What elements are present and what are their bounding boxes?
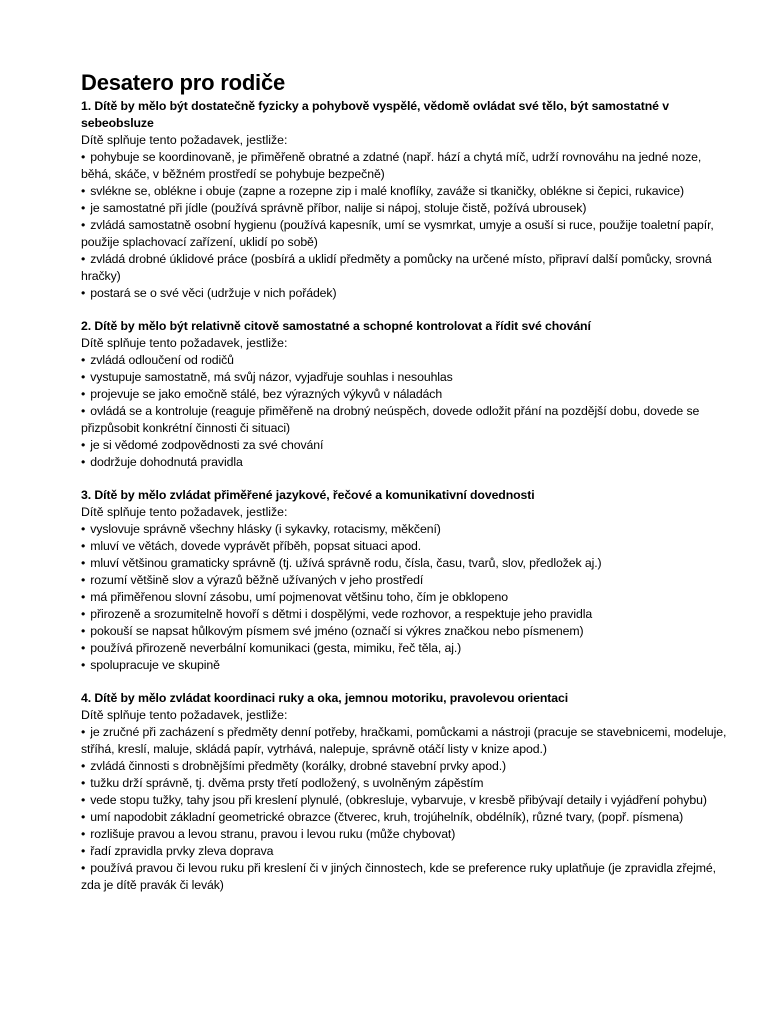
bullet-icon: • bbox=[81, 370, 86, 384]
list-item bbox=[81, 572, 730, 589]
bullet-icon: • bbox=[81, 201, 86, 215]
list-item-text: pokouší se napsat hůlkovým písmem své jméno (označí si výkres značkou nebo písmenem) bbox=[90, 624, 584, 638]
bullet-icon: • bbox=[81, 573, 86, 587]
list-item bbox=[81, 386, 730, 403]
list-item-text: používá pravou či levou ruku při kreslení či v jiných činnostech, kde se preference ruky uplatňuje (je zpravidla zřejmé, zda je dítě pravák či levák) bbox=[81, 861, 716, 892]
list-item-text: mluví ve větách, dovede vyprávět příběh, popsat situaci apod. bbox=[90, 539, 422, 553]
list-item-text: je zručné při zacházení s předměty denní potřeby, hračkami, pomůckami a nástroji (pracuje se stavebnicemi, modeluje, stříhá, kreslí, maluje, skládá papír, vytrhává, nalepuje, správně otáčí listy v knize apod.) bbox=[81, 725, 727, 756]
bullet-icon: • bbox=[81, 438, 86, 452]
bullet-icon: • bbox=[81, 252, 86, 266]
list-item bbox=[81, 403, 730, 437]
bullet-icon: • bbox=[81, 658, 86, 672]
list-item-text: má přiměřenou slovní zásobu, umí pojmenovat většinu toho, čím je obklopeno bbox=[90, 590, 508, 604]
list-item bbox=[81, 251, 730, 285]
list-item-text: je samostatné při jídle (používá správně příbor, nalije si nápoj, stoluje čistě, požívá ubrousek) bbox=[90, 201, 587, 215]
list-item bbox=[81, 657, 730, 674]
bullet-icon: • bbox=[81, 827, 86, 841]
list-item bbox=[81, 792, 730, 809]
list-item bbox=[81, 843, 730, 860]
bullet-icon: • bbox=[81, 387, 86, 401]
list-item bbox=[81, 217, 730, 251]
bullet-icon: • bbox=[81, 522, 86, 536]
list-item-text: ovládá se a kontroluje (reaguje přiměřeně na drobný neúspěch, dovede odložit přání na pozdější dobu, dovede se přizpůsobit konkrétní činnosti či situaci) bbox=[81, 404, 700, 435]
requirement-list bbox=[81, 352, 730, 471]
list-item-text: řadí zpravidla prvky zleva doprava bbox=[90, 844, 274, 858]
list-item-text: je si vědomé zodpovědnosti za své chování bbox=[90, 438, 324, 452]
bullet-icon: • bbox=[81, 404, 86, 418]
bullet-icon: • bbox=[81, 539, 86, 553]
list-item bbox=[81, 623, 730, 640]
list-item bbox=[81, 521, 730, 538]
document-title: Desatero pro rodiče bbox=[81, 70, 286, 95]
bullet-icon: • bbox=[81, 556, 86, 570]
list-item-text: používá přirozeně neverbální komunikaci (gesta, mimiku, řeč těla, aj.) bbox=[90, 641, 462, 655]
section-intro: Dítě splňuje tento požadavek, jestliže: bbox=[81, 133, 288, 147]
list-item bbox=[81, 758, 730, 775]
list-item bbox=[81, 826, 730, 843]
bullet-icon: • bbox=[81, 641, 86, 655]
section-2 bbox=[81, 318, 730, 471]
section-heading: 1. Dítě by mělo být dostatečně fyzicky a pohybově vyspělé, vědomě ovládat své tělo, být samostatné v sebeobsluze bbox=[81, 99, 669, 130]
bullet-icon: • bbox=[81, 353, 86, 367]
list-item bbox=[81, 555, 730, 572]
section-3 bbox=[81, 487, 730, 674]
bullet-icon: • bbox=[81, 776, 86, 790]
list-item-text: rozlišuje pravou a levou stranu, pravou i levou ruku (může chybovat) bbox=[90, 827, 456, 841]
bullet-icon: • bbox=[81, 861, 86, 875]
list-item-text: umí napodobit základní geometrické obrazce (čtverec, kruh, trojúhelník, obdélník), různé tvary, (popř. písmena) bbox=[90, 810, 684, 824]
list-item bbox=[81, 809, 730, 826]
bullet-icon: • bbox=[81, 810, 86, 824]
section-1 bbox=[81, 98, 730, 302]
list-item-text: pohybuje se koordinovaně, je přiměřeně obratné a zdatné (např. hází a chytá míč, udrží rovnováhu na jedné noze, běhá, skáče, v běžném prostředí se pohybuje bezpečně) bbox=[81, 150, 702, 181]
section-intro: Dítě splňuje tento požadavek, jestliže: bbox=[81, 505, 288, 519]
list-item bbox=[81, 454, 730, 471]
list-item-text: vyslovuje správně všechny hlásky (i sykavky, rotacismy, měkčení) bbox=[90, 522, 441, 536]
list-item-text: rozumí většině slov a výrazů běžně užívaných v jeho prostředí bbox=[90, 573, 424, 587]
section-4 bbox=[81, 690, 730, 894]
list-item-text: přirozeně a srozumitelně hovoří s dětmi i dospělými, vede rozhovor, a respektuje jeho pravidla bbox=[90, 607, 593, 621]
list-item bbox=[81, 724, 730, 758]
list-item-text: spolupracuje ve skupině bbox=[90, 658, 220, 672]
section-intro: Dítě splňuje tento požadavek, jestliže: bbox=[81, 336, 288, 350]
list-item bbox=[81, 369, 730, 386]
bullet-icon: • bbox=[81, 793, 86, 807]
list-item-text: vede stopu tužky, tahy jsou při kreslení plynulé, (obkresluje, vybarvuje, v kresbě přibývají detaily i vyjádření pohybu) bbox=[90, 793, 707, 807]
list-item bbox=[81, 437, 730, 454]
bullet-icon: • bbox=[81, 607, 86, 621]
list-item bbox=[81, 775, 730, 792]
requirement-list bbox=[81, 149, 730, 302]
list-item bbox=[81, 183, 730, 200]
section-intro: Dítě splňuje tento požadavek, jestliže: bbox=[81, 708, 288, 722]
section-heading: 4. Dítě by mělo zvládat koordinaci ruky a oka, jemnou motoriku, pravolevou orientaci bbox=[81, 691, 569, 705]
requirement-list bbox=[81, 521, 730, 674]
section-heading: 3. Dítě by mělo zvládat přiměřené jazykové, řečové a komunikativní dovednosti bbox=[81, 488, 535, 502]
list-item-text: projevuje se jako emočně stálé, bez výrazných výkyvů v náladách bbox=[90, 387, 443, 401]
list-item bbox=[81, 200, 730, 217]
list-item bbox=[81, 589, 730, 606]
bullet-icon: • bbox=[81, 759, 86, 773]
bullet-icon: • bbox=[81, 844, 86, 858]
bullet-icon: • bbox=[81, 455, 86, 469]
bullet-icon: • bbox=[81, 725, 86, 739]
bullet-icon: • bbox=[81, 624, 86, 638]
bullet-icon: • bbox=[81, 150, 86, 164]
list-item-text: zvládá činnosti s drobnějšími předměty (korálky, drobné stavební prvky apod.) bbox=[90, 759, 507, 773]
list-item-text: vystupuje samostatně, má svůj názor, vyjadřuje souhlas i nesouhlas bbox=[90, 370, 453, 384]
list-item-text: tužku drží správně, tj. dvěma prsty třetí podložený, s uvolněným zápěstím bbox=[90, 776, 484, 790]
list-item bbox=[81, 538, 730, 555]
list-item bbox=[81, 606, 730, 623]
sections-container bbox=[81, 98, 730, 894]
section-heading: 2. Dítě by mělo být relativně citově samostatné a schopné kontrolovat a řídit své chování bbox=[81, 319, 591, 333]
list-item bbox=[81, 352, 730, 369]
list-item-text: postará se o své věci (udržuje v nich pořádek) bbox=[90, 286, 337, 300]
list-item bbox=[81, 285, 730, 302]
list-item-text: dodržuje dohodnutá pravidla bbox=[90, 455, 243, 469]
list-item-text: zvládá odloučení od rodičů bbox=[90, 353, 234, 367]
bullet-icon: • bbox=[81, 590, 86, 604]
bullet-icon: • bbox=[81, 184, 86, 198]
bullet-icon: • bbox=[81, 218, 86, 232]
list-item-text: zvládá samostatně osobní hygienu (používá kapesník, umí se vysmrkat, umyje a osuší si ruce, použije toaletní papír, použije splachovací zařízení, uklidí po sobě) bbox=[81, 218, 714, 249]
list-item bbox=[81, 640, 730, 657]
list-item-text: zvládá drobné úklidové práce (posbírá a uklidí předměty a pomůcky na určené místo, připraví další pomůcky, srovná hračky) bbox=[81, 252, 712, 283]
list-item-text: svlékne se, oblékne i obuje (zapne a rozepne zip i malé knoflíky, zaváže si tkaničky, oblékne si čepici, rukavice) bbox=[90, 184, 684, 198]
list-item bbox=[81, 149, 730, 183]
bullet-icon: • bbox=[81, 286, 86, 300]
requirement-list bbox=[81, 724, 730, 894]
list-item bbox=[81, 860, 730, 894]
list-item-text: mluví většinou gramaticky správně (tj. užívá správně rodu, čísla, času, tvarů, slov, předložek aj.) bbox=[90, 556, 602, 570]
